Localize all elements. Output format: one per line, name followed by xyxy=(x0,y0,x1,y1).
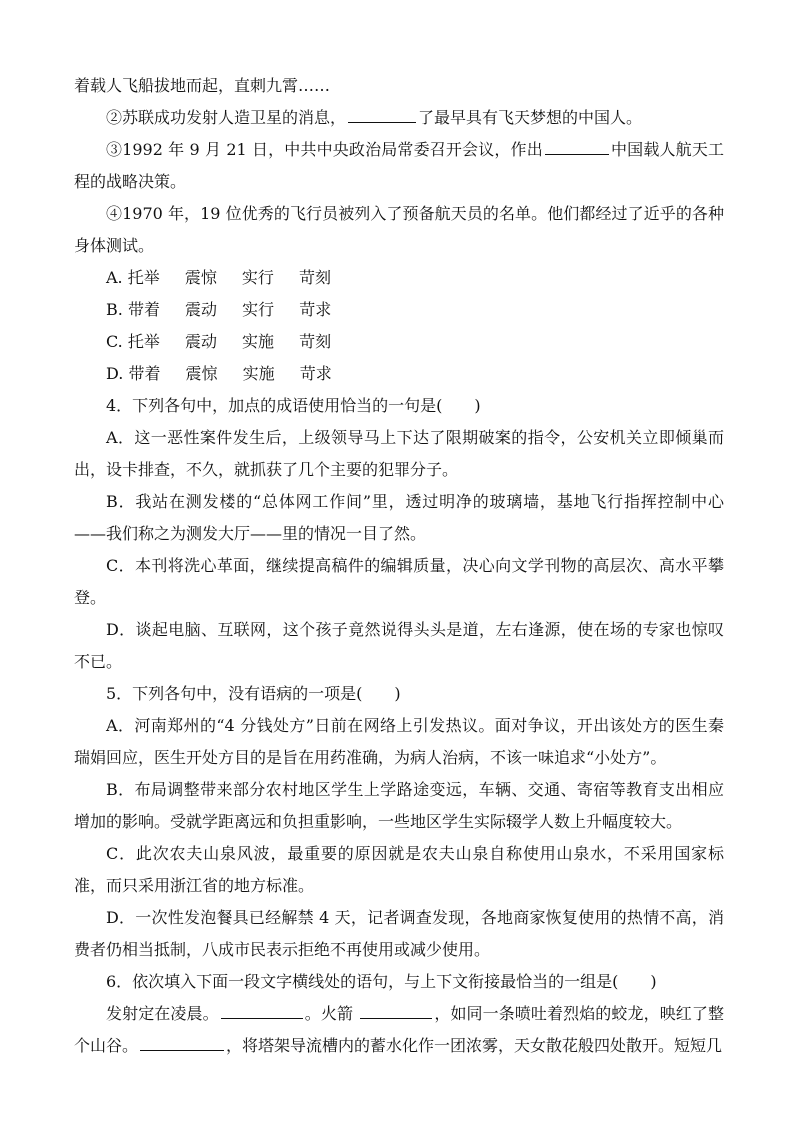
q3-options xyxy=(74,262,724,390)
paragraph-item-4: ④1970 年，19 位优秀的飞行员被列入了预备航天员的名单。他们都经过了近乎的各种身体测试。 xyxy=(74,204,724,255)
option-word: 实施 xyxy=(242,332,275,351)
fill-blank xyxy=(348,104,416,123)
option-label: B. xyxy=(106,300,123,319)
fill-blank xyxy=(221,1000,303,1019)
fill-blank xyxy=(545,136,609,155)
fill-blank xyxy=(360,1000,432,1019)
text-segment: 中国载人航天工程的战略决策。 xyxy=(74,140,724,191)
option-word: 苛刻 xyxy=(299,268,332,287)
option-word: 实行 xyxy=(241,268,274,287)
option-word: 震惊 xyxy=(184,268,217,287)
text-segment: 了最早具有飞天梦想的中国人。 xyxy=(418,108,643,127)
option-word: 震惊 xyxy=(185,364,218,383)
option-word: 苛刻 xyxy=(299,332,332,351)
option-label: A. xyxy=(106,268,123,287)
option-word: 震动 xyxy=(185,300,218,319)
option-word: 实施 xyxy=(242,364,275,383)
document-body xyxy=(74,70,724,1062)
option-word: 苛求 xyxy=(299,300,332,319)
q3-option-d xyxy=(74,358,724,390)
option-word: 实行 xyxy=(242,300,275,319)
paragraph-item-3 xyxy=(74,134,724,198)
option-word: 托举 xyxy=(127,332,160,351)
text-segment: ③1992 年 9 月 21 日，中共中央政治局常委召开会议，作出 xyxy=(106,140,543,159)
q4-option-b: B．我站在测发楼的“总体网工作间”里，透过明净的玻璃墙，基地飞行指挥控制中心——我们称之为测发大厅——里的情况一目了然。 xyxy=(74,492,724,543)
option-word: 带着 xyxy=(128,364,161,383)
option-word: 带着 xyxy=(127,300,160,319)
q4-option-a: A．这一恶性案件发生后，上级领导马上下达了限期破案的指令，公安机关立即倾巢而出，设卡排查，不久，就抓获了几个主要的犯罪分子。 xyxy=(74,428,724,479)
text-segment: 。火箭 xyxy=(304,1004,359,1023)
q6-stem: 6．依次填入下面一段文字横线处的语句，与上下文衔接最恰当的一组是( ) xyxy=(106,972,657,991)
text-segment: 发射定在凌晨。 xyxy=(106,1004,219,1023)
paragraph-continuation: 着载人飞船拔地而起，直刺九霄…… xyxy=(74,76,331,95)
q4-option-c: C．本刊将洗心革面，继续提高稿件的编辑质量，决心向文学刊物的高层次、高水平攀登。 xyxy=(74,556,724,607)
option-word: 托举 xyxy=(127,268,160,287)
q5-stem: 5．下列各句中，没有语病的一项是( ) xyxy=(106,684,401,703)
q3-option-a xyxy=(74,262,724,294)
option-label: D. xyxy=(106,364,124,383)
paragraph-item-2 xyxy=(74,102,724,134)
q5-option-c: C．此次农夫山泉风波，最重要的原因就是农夫山泉自称使用山泉水，不采用国家标准，而只采用浙江省的地方标准。 xyxy=(74,844,724,895)
text-segment: ②苏联成功发射人造卫星的消息， xyxy=(106,108,347,127)
q3-option-c xyxy=(74,326,724,358)
q5-option-d: D．一次性发泡餐具已经解禁 4 天，记者调查发现，各地商家恢复使用的热情不高，消费者仍相当抵制，八成市民表示拒绝不再使用或减少使用。 xyxy=(74,908,724,959)
text-segment: ，如同一条喷吐着烈焰的蛟龙，映红了整个山谷。 xyxy=(74,1004,724,1055)
option-label: C. xyxy=(106,332,123,351)
q6-passage xyxy=(74,998,724,1062)
q3-option-b xyxy=(74,294,724,326)
fill-blank xyxy=(140,1032,224,1051)
option-word: 震动 xyxy=(184,332,217,351)
text-segment: ，将塔架导流槽内的蓄水化作一团浓雾，天女散花般四处散开。短短几 xyxy=(226,1036,723,1055)
q5-option-a: A．河南郑州的“4 分钱处方”日前在网络上引发热议。面对争议，开出该处方的医生秦瑞娟回应，医生开处方目的是旨在用药准确，为病人治病，不该一味追求“小处方”。 xyxy=(74,716,724,767)
q4-option-d: D．谈起电脑、互联网，这个孩子竟然说得头头是道，左右逢源，使在场的专家也惊叹不已。 xyxy=(74,620,724,671)
q5-option-b: B．布局调整带来部分农村地区学生上学路途变远，车辆、交通、寄宿等教育支出相应增加的影响。受就学距离远和负担重影响，一些地区学生实际辍学人数上升幅度较大。 xyxy=(74,780,724,831)
q4-stem: 4．下列各句中，加点的成语使用恰当的一句是( ) xyxy=(106,396,481,415)
option-word: 苛求 xyxy=(299,364,332,383)
